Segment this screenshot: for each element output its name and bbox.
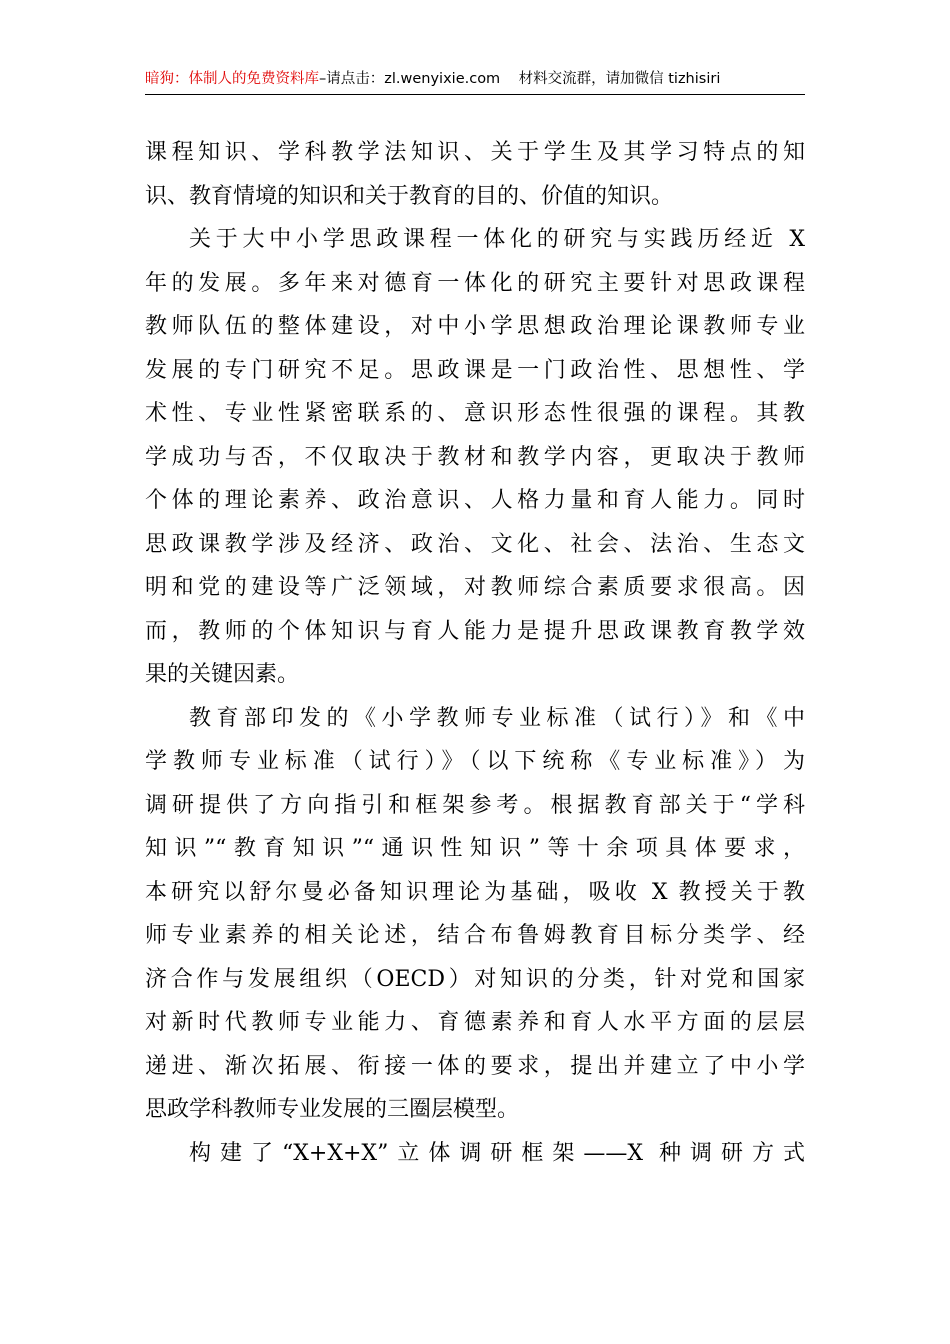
text-line: 术性、专业性紧密联系的、意识形态性很强的课程。其教 — [145, 401, 805, 426]
document-body — [145, 131, 805, 1175]
header-brand: 暗狗：体制人的免费资料库 — [145, 71, 319, 87]
text-line: 对新时代教师专业能力、育德素养和育人水平方面的层层 — [145, 1010, 805, 1035]
text-line: 构建了“X+X+X”立体调研框架——X 种调研方式 — [189, 1140, 805, 1166]
text-line: 果的关键因素。 — [145, 662, 300, 687]
header-url-link[interactable]: zl.wenyixie.com — [384, 71, 501, 87]
text-line: 年的发展。多年来对德育一体化的研究主要针对思政课程 — [145, 270, 805, 296]
text-line: 师专业素养的相关论述，结合布鲁姆教育目标分类学、经 — [145, 923, 805, 948]
page-header — [145, 66, 805, 92]
text-line: 教师队伍的整体建设，对中小学思想政治理论课教师专业 — [145, 314, 805, 339]
text-line: 递进、渐次拓展、衔接一体的要求，提出并建立了中小学 — [145, 1053, 805, 1079]
text-line: 个体的理论素养、政治意识、人格力量和育人能力。同时 — [145, 488, 805, 513]
text-line: 关于大中小学思政课程一体化的研究与实践历经近 X — [189, 227, 805, 252]
text-line: 济合作与发展组织（OECD）对知识的分类，针对党和国家 — [145, 966, 805, 992]
header-divider — [145, 94, 805, 95]
text-line: 调研提供了方向指引和框架参考。根据教育部关于“学科 — [145, 792, 805, 818]
text-line: 识、教育情境的知识和关于教育的目的、价值的知识。 — [145, 183, 674, 209]
header-prompt: –请点击： — [319, 71, 385, 87]
text-line: 思政学科教师专业发展的三圈层模型。 — [145, 1097, 520, 1122]
text-line: 而，教师的个体知识与育人能力是提升思政课教育教学效 — [145, 618, 805, 644]
text-line: 明和党的建设等广泛领域，对教师综合素质要求很高。因 — [145, 575, 805, 600]
header-contact: 材料交流群，请加微信 tizhisiri — [518, 71, 721, 87]
text-line: 教育部印发的《小学教师专业标准（试行）》和《中 — [189, 705, 805, 731]
text-line: 知识”“教育知识”“通识性知识”等十余项具体要求， — [145, 836, 805, 861]
text-line: 发展的专门研究不足。思政课是一门政治性、思想性、学 — [145, 357, 805, 383]
text-line: 思政课教学涉及经济、政治、文化、社会、法治、生态文 — [145, 531, 805, 557]
text-line: 学成功与否，不仅取决于教材和教学内容，更取决于教师 — [145, 444, 805, 470]
text-line: 学教师专业标准（试行）》（以下统称《专业标准》）为 — [145, 749, 805, 774]
text-line: 课程知识、学科教学法知识、关于学生及其学习特点的知 — [145, 140, 805, 165]
text-line: 本研究以舒尔曼必备知识理论为基础，吸收 X 教授关于教 — [145, 879, 805, 905]
